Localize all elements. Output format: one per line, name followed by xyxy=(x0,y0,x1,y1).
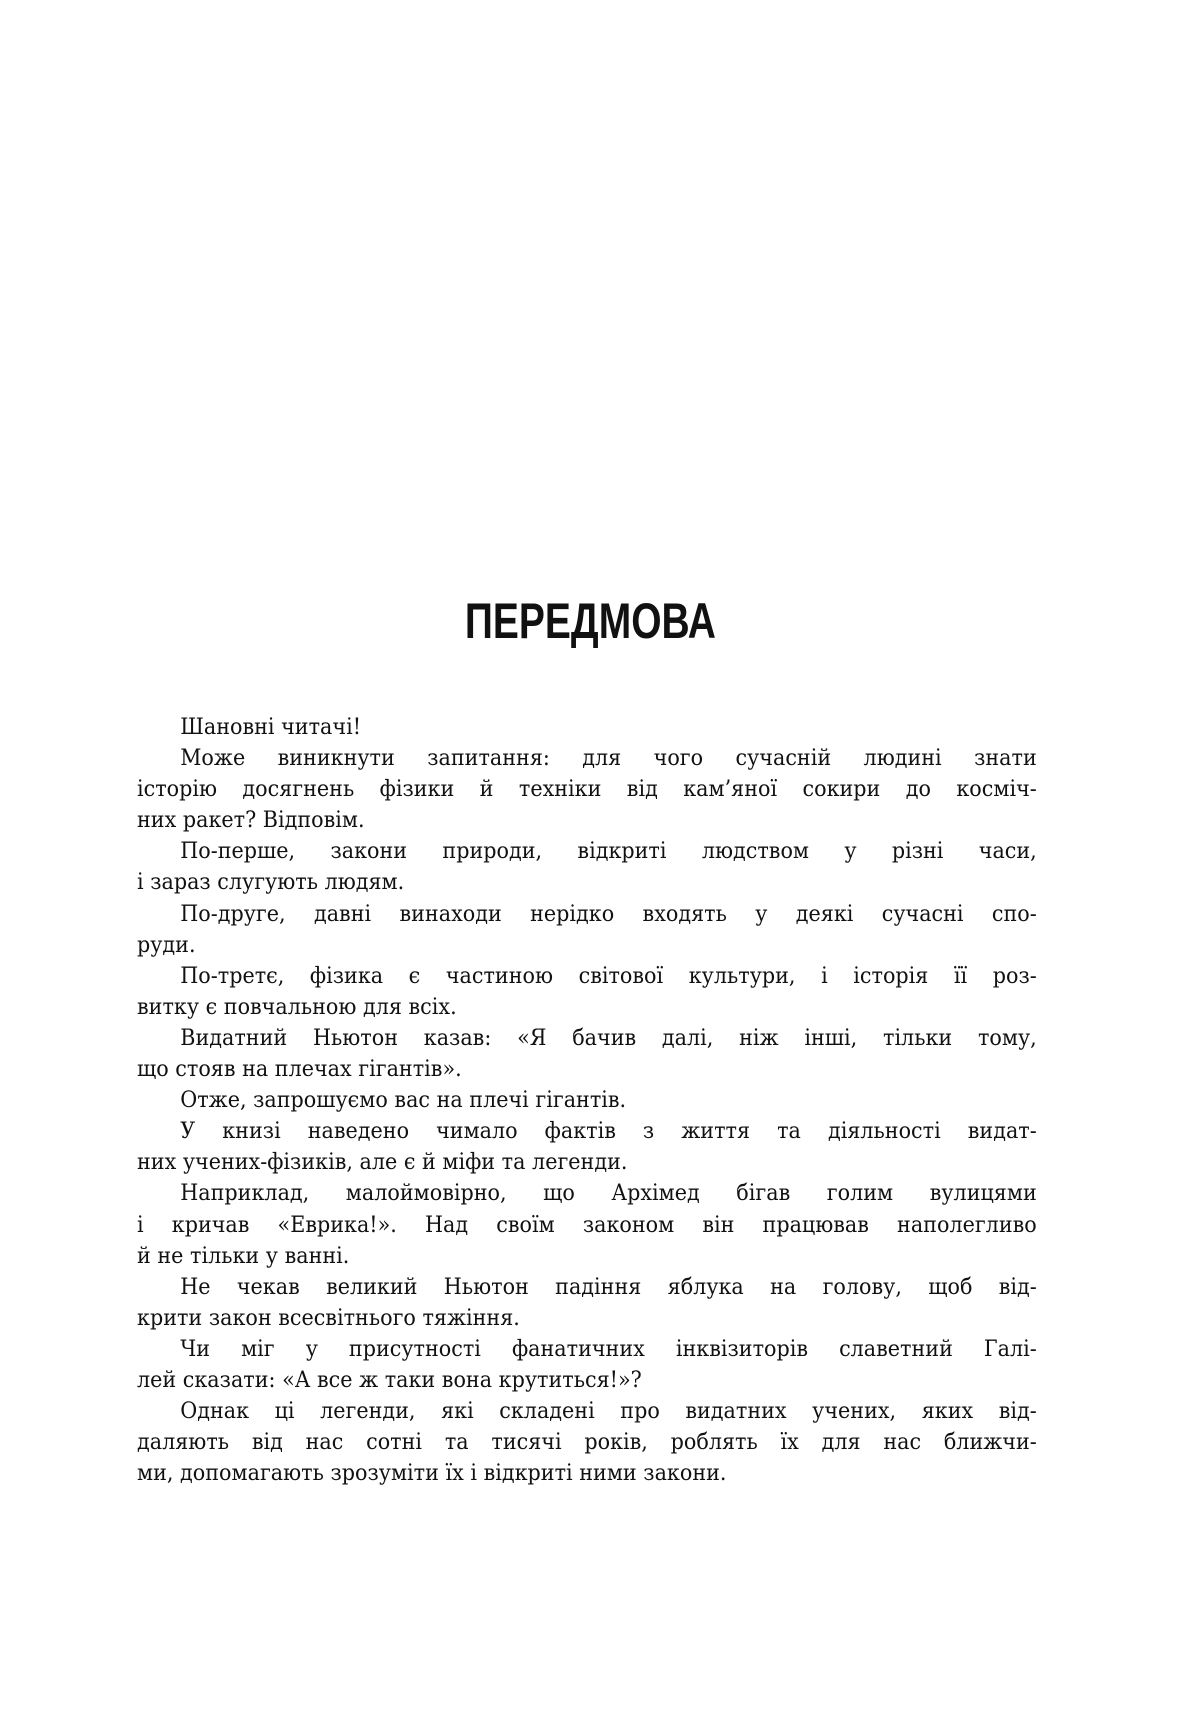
text-line: По-третє, фізика є частиною світової культури, і історія її роз- xyxy=(180,962,1037,989)
text-line: й не тільки у ванні. xyxy=(137,1242,350,1269)
text-line: Отже, запрошуємо вас на плечі гігантів. xyxy=(180,1087,627,1114)
text-line: Не чекав великий Ньютон падіння яблука на голову, щоб від- xyxy=(180,1273,1037,1300)
text-line: Наприклад, малоймовірно, що Архімед бігав голим вулицями xyxy=(180,1180,1037,1207)
text-line: лей сказати: «А все ж таки вона крутиться!»? xyxy=(137,1366,642,1393)
text-line: руди. xyxy=(137,931,196,958)
text-line: що стояв на плечах гігантів». xyxy=(137,1056,462,1083)
text-line: У книзі наведено чимало фактів з життя та діяльності видат- xyxy=(180,1118,1037,1145)
text-line: По-перше, закони природи, відкриті людством у різні часи, xyxy=(180,838,1037,865)
text-line: Може виникнути запитання: для чого сучасній людині знати xyxy=(180,745,1037,772)
text-line: них ракет? Відповім. xyxy=(137,807,365,834)
text-line: них учених-фізиків, але є й міфи та легенди. xyxy=(137,1149,628,1176)
text-line: По-друге, давні винаходи нерідко входять у деякі сучасні спо- xyxy=(180,900,1037,927)
text-line: і кричав «Еврика!». Над своїм законом він працював наполегливо xyxy=(137,1211,1037,1238)
text-line: Шановні читачі! xyxy=(180,714,362,740)
text-line: і зараз слугують людям. xyxy=(137,869,405,896)
text-line: Однак ці легенди, які складені про видатних учених, яких від- xyxy=(180,1398,1037,1425)
text-line: історію досягнень фізики й техніки від кам’яної сокири до косміч- xyxy=(137,776,1037,803)
text-line: витку є повчальною для всіх. xyxy=(137,993,457,1020)
page-title: ПЕРЕДМОВА xyxy=(464,593,716,649)
text-line: ми, допомагають зрозуміти їх і відкриті ними закони. xyxy=(137,1460,727,1487)
text-line: даляють від нас сотні та тисячі років, роблять їх для нас ближчи- xyxy=(137,1429,1037,1456)
text-line: Видатний Ньютон казав: «Я бачив далі, ніж інші, тільки тому, xyxy=(180,1024,1037,1051)
preface-body xyxy=(137,712,1037,1489)
text-line: Чи міг у присутності фанатичних інквізиторів славетний Галі- xyxy=(180,1335,1037,1362)
text-line: крити закон всесвітнього тяжіння. xyxy=(137,1304,520,1331)
